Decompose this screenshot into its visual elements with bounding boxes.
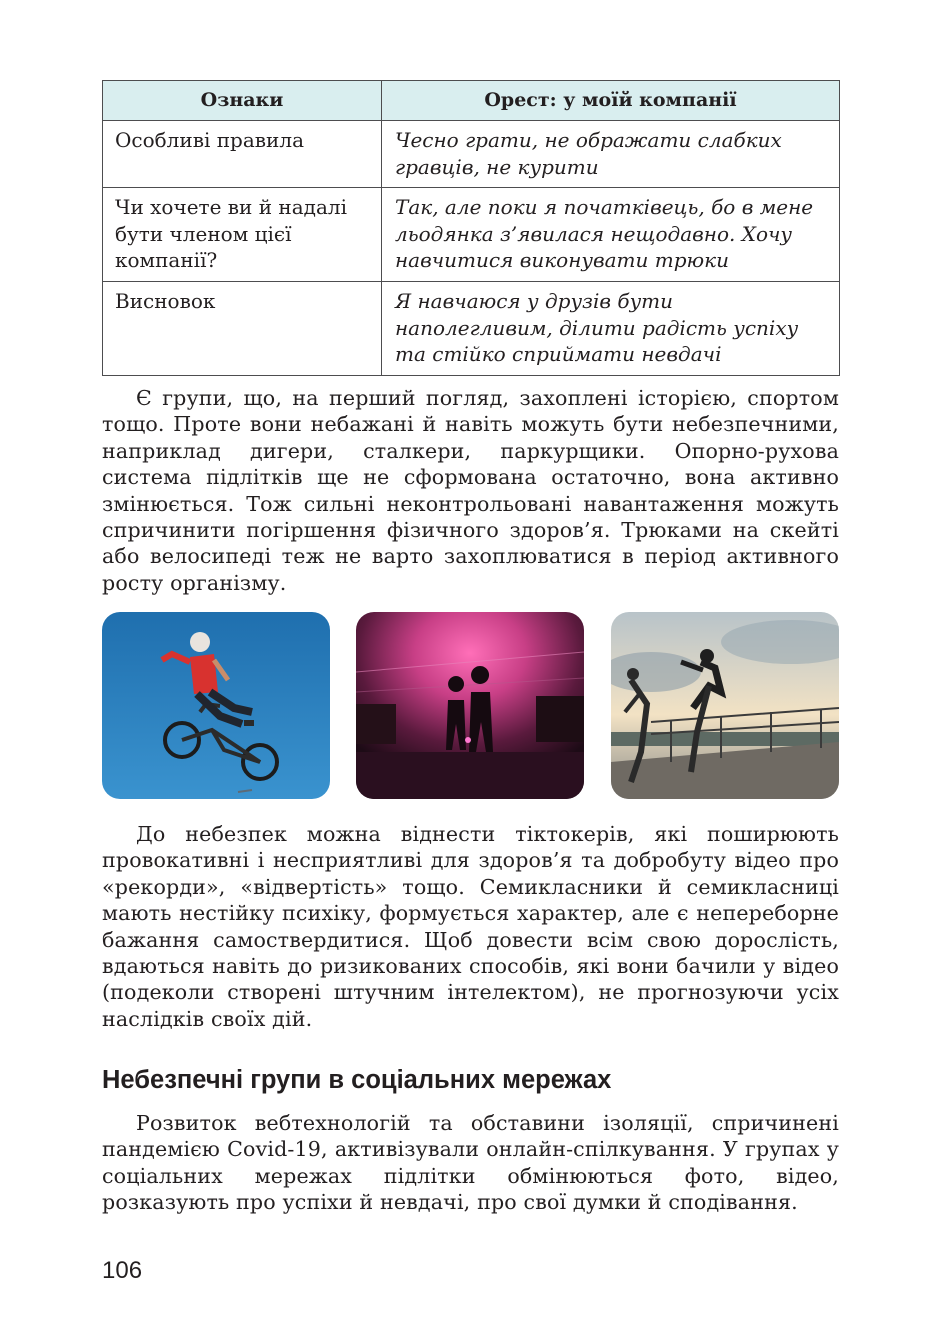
table-header-cell: Орест: у моїй компанії: [382, 81, 840, 121]
table-header-row: [103, 81, 840, 121]
body-paragraph: До небезпек можна віднести тіктокерів, які поширюють провокативні і несприятливі для здоров’я та добробуту відео про «рекорди», «відвертість» тощо. Семикласники й семикласниці мають нестійку психіку, формується характер, але є непереборне бажання самоствердитися. Щоб довести всім свою дорослість, вдаються навіть до ризикованих способів, які вони бачили у відео (подеколи створені штучним інтелектом), не прогнозуючи усіх наслідків своїх дій.: [102, 822, 839, 1031]
table-cell-label: Висновок: [103, 282, 382, 376]
parkour-photo: [611, 612, 839, 799]
table-row: [103, 282, 840, 376]
table-header-cell: Ознаки: [103, 81, 382, 121]
body-paragraph: Є групи, що, на перший погляд, захоплені історією, спортом тощо. Проте вони небажані й навіть можуть бути небезпечними, наприклад дигери, сталкери, паркурщики. Опорно-рухова система підлітків ще не сформована остаточно, вона активно змінюється. Тож сильні неконтрольовані навантаження можуть спричинити погіршення фізичного здоров’я. Трюками на скейті або велосипеді теж не варто захоплюватися в період активного росту організму.: [102, 386, 839, 595]
table-cell-value: Я навчаюся у друзів бути наполегливим, ділити радість успіху та стійко сприймати невдачі: [382, 282, 840, 376]
table-row: [103, 121, 840, 188]
body-paragraph: Розвиток вебтехнологій та обставини ізоляції, спричинені пандемією Covid-19, активізували онлайн-спілкування. У групах у соціальних мережах підлітки обмінюються фото, відео, розказують про успіхи й невдачі, про свої думки й сподівання.: [102, 1111, 839, 1215]
table-cell-value: Чесно грати, не ображати слабких гравців, не курити: [382, 121, 840, 188]
diggers-tunnel-photo: [356, 612, 584, 799]
table-row: [103, 188, 840, 282]
comparison-table: [102, 80, 840, 376]
table-cell-value: Так, але поки я початківець, бо в мене льодянка з’явилася нещодавно. Хочу навчитися виконувати трюки: [382, 188, 840, 282]
table-cell-label: Чи хочете ви й надалі бути членом цієї компанії?: [103, 188, 382, 282]
bmx-rider-photo: [102, 612, 330, 799]
page-number: 106: [102, 1257, 143, 1284]
table-cell-label: Особливі правила: [103, 121, 382, 188]
section-heading: Небезпечні групи в соціальних мережах: [102, 1066, 612, 1094]
